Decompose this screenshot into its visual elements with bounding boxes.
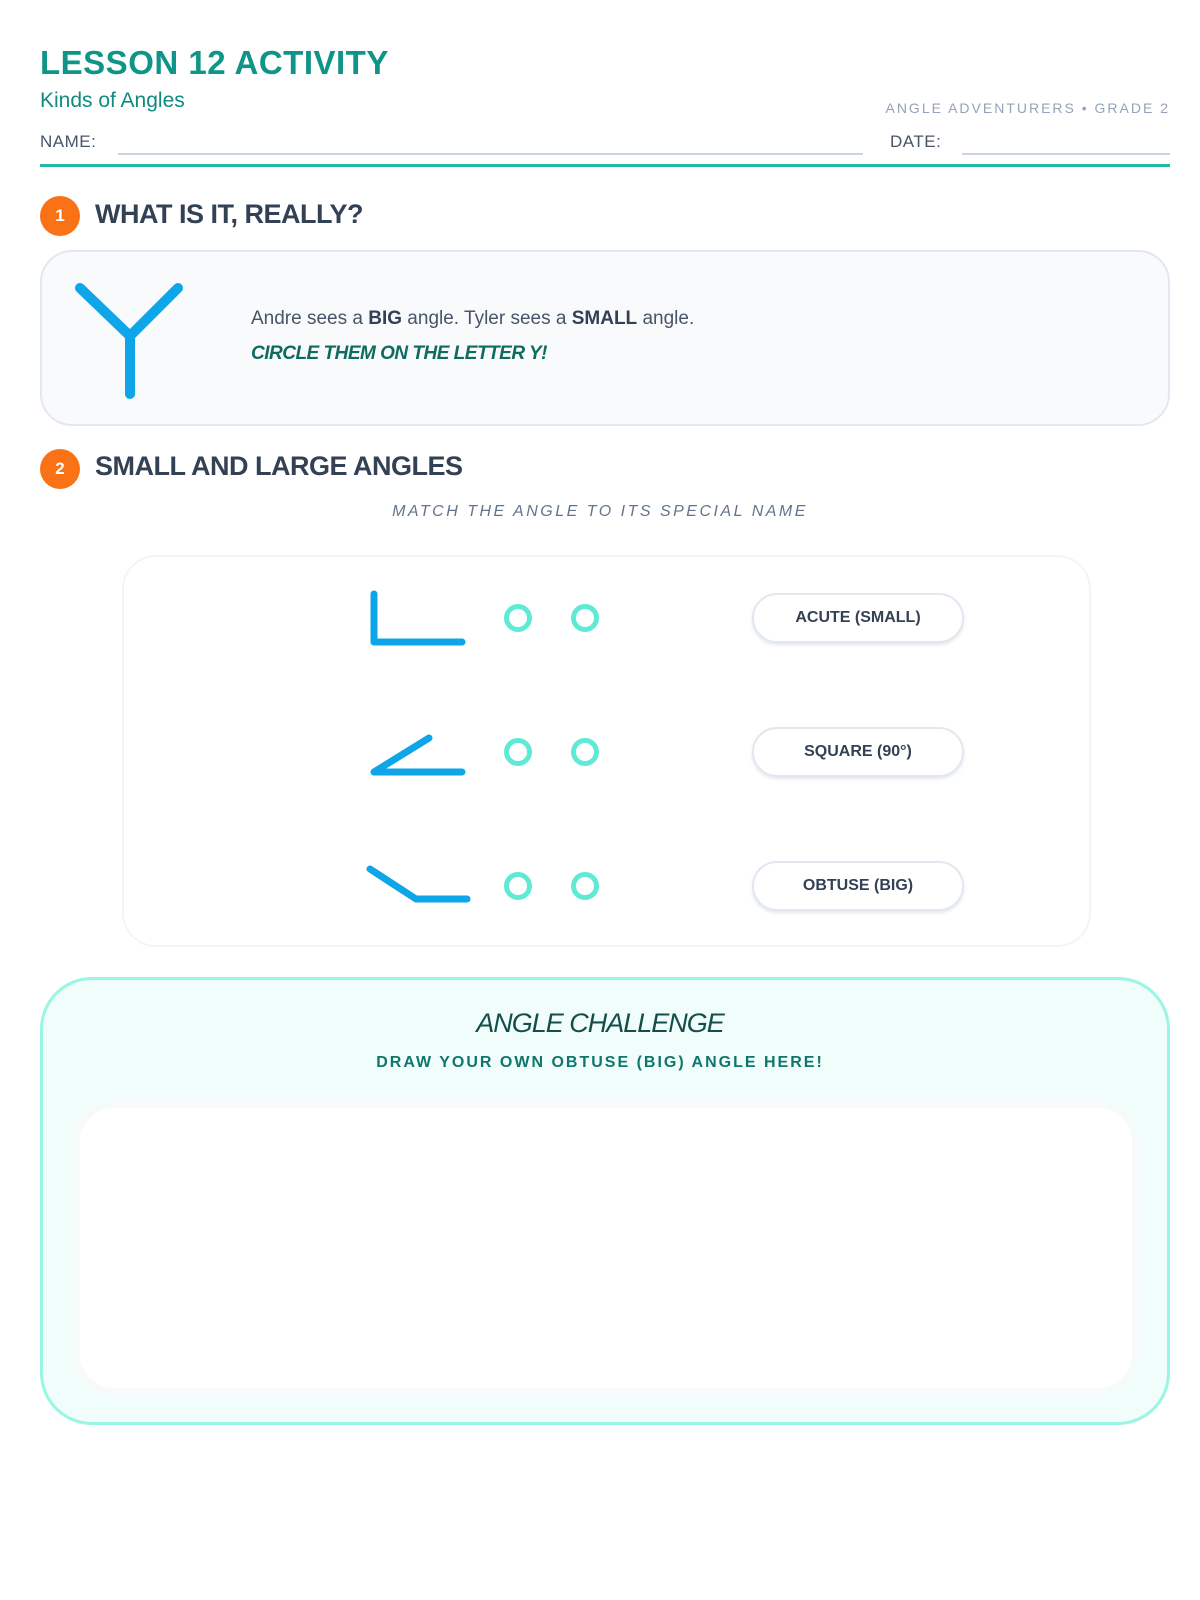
big-word: BIG <box>368 308 403 329</box>
series-label: ANGLE ADVENTURERS • GRADE 2 <box>885 100 1170 116</box>
name-option-square[interactable]: SQUARE (90°) <box>752 727 964 777</box>
challenge-title: ANGLE CHALLENGE <box>476 1008 724 1038</box>
section-2-badge: 2 <box>40 449 80 489</box>
lesson-subtitle: Kinds of Angles <box>40 89 185 112</box>
section-2-title: SMALL AND LARGE ANGLES <box>95 451 463 481</box>
name-option-acute[interactable]: ACUTE (SMALL) <box>752 593 964 643</box>
challenge-instruction: DRAW YOUR OWN OBTUSE (BIG) ANGLE HERE! <box>376 1054 824 1071</box>
acute-angle-icon <box>369 721 489 791</box>
drawing-area[interactable] <box>72 1100 1140 1396</box>
match-instruction: MATCH THE ANGLE TO ITS SPECIAL NAME <box>392 503 808 520</box>
match-dot-angle-2[interactable] <box>504 738 532 766</box>
letter-y-icon[interactable] <box>70 278 190 402</box>
section-1-badge: 1 <box>40 196 80 236</box>
match-dot-name-3[interactable] <box>571 872 599 900</box>
match-dot-angle-1[interactable] <box>504 604 532 632</box>
date-label: DATE: <box>890 132 942 151</box>
small-word: SMALL <box>571 308 638 329</box>
matching-card <box>122 555 1091 947</box>
section-1-card <box>40 250 1170 426</box>
match-dot-name-2[interactable] <box>571 738 599 766</box>
match-dot-angle-3[interactable] <box>504 872 532 900</box>
name-label: NAME: <box>40 132 97 151</box>
section-1-title: WHAT IS IT, REALLY? <box>95 199 364 229</box>
header-divider <box>40 164 1170 167</box>
match-dot-name-1[interactable] <box>571 604 599 632</box>
lesson-title: LESSON 12 ACTIVITY <box>40 44 389 81</box>
section-1-instruction: CIRCLE THEM ON THE LETTER Y! <box>251 343 547 364</box>
name-field[interactable] <box>118 153 863 155</box>
story-text: Andre sees a BIG angle. Tyler sees a SMALL angle. <box>251 308 695 329</box>
right-angle-icon <box>369 589 489 659</box>
date-field[interactable] <box>962 153 1170 155</box>
obtuse-angle-icon <box>364 855 484 925</box>
name-option-obtuse[interactable]: OBTUSE (BIG) <box>752 861 964 911</box>
